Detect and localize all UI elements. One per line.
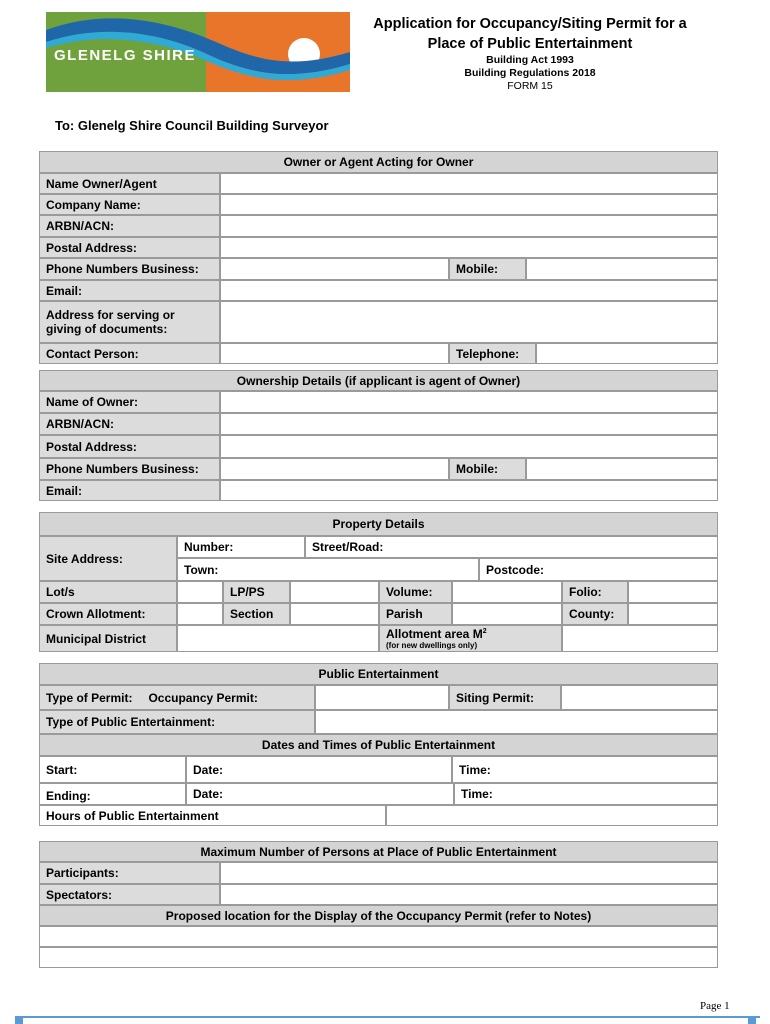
- ending-date-field[interactable]: Date:: [186, 783, 454, 805]
- display-location-field-2[interactable]: [39, 947, 718, 968]
- arbn-acn-label: ARBN/ACN:: [39, 215, 220, 237]
- postcode-field[interactable]: Postcode:: [479, 558, 718, 581]
- postal-address-field[interactable]: [220, 237, 718, 258]
- start-date-field[interactable]: Date:: [186, 756, 452, 783]
- company-name-label: Company Name:: [39, 194, 220, 215]
- allotment-area-label: [379, 625, 562, 652]
- folio-label: Folio:: [562, 581, 628, 603]
- contact-person-label: Contact Person:: [39, 343, 220, 364]
- phone-business-label: Phone Numbers Business:: [39, 258, 220, 280]
- county-label: County:: [562, 603, 628, 625]
- hours-label: Hours of Public Entertainment: [39, 805, 386, 826]
- owner-mobile-field[interactable]: [526, 458, 718, 480]
- display-location-header: Proposed location for the Display of the Occupancy Permit (refer to Notes): [39, 905, 718, 926]
- footer-marker-right: [748, 1017, 756, 1024]
- ending-label: Ending:: [39, 783, 186, 805]
- logo-graphic: [46, 12, 350, 92]
- crown-allotment-label: Crown Allotment:: [39, 603, 177, 625]
- municipal-district-field[interactable]: [177, 625, 379, 652]
- start-time-field[interactable]: Time:: [452, 756, 718, 783]
- owner-postal-label: Postal Address:: [39, 435, 220, 458]
- building-act: Building Act 1993: [486, 54, 574, 66]
- name-of-owner-field[interactable]: [220, 391, 718, 413]
- lpps-field[interactable]: [290, 581, 379, 603]
- owner-phone-field[interactable]: [220, 458, 449, 480]
- to-line: To: Glenelg Shire Council Building Surveyor: [55, 118, 329, 133]
- dates-times-header: Dates and Times of Public Entertainment: [39, 734, 718, 756]
- allotment-area-field[interactable]: [562, 625, 718, 652]
- shire-logo: [46, 12, 350, 92]
- number-field[interactable]: Number:: [177, 536, 305, 558]
- spectators-label: Spectators:: [39, 884, 220, 905]
- owner-phone-label: Phone Numbers Business:: [39, 458, 220, 480]
- occupancy-permit-field[interactable]: [315, 685, 449, 710]
- postal-address-label: Postal Address:: [39, 237, 220, 258]
- siting-permit-field[interactable]: [561, 685, 718, 710]
- footer-marker-left: [15, 1017, 23, 1024]
- type-of-permit-label: [39, 685, 315, 710]
- parish-label: Parish: [379, 603, 452, 625]
- type-public-entertainment-field[interactable]: [315, 710, 718, 734]
- address-serving-line2: giving of documents:: [46, 322, 168, 336]
- parish-field[interactable]: [452, 603, 562, 625]
- form-title-line2: Place of Public Entertainment: [427, 36, 633, 52]
- allotment-area-note: (for new dwellings only): [386, 640, 478, 650]
- participants-label: Participants:: [39, 862, 220, 884]
- address-serving-line1: Address for serving or: [46, 308, 175, 322]
- owner-arbn-field[interactable]: [220, 413, 718, 435]
- max-persons-header: Maximum Number of Persons at Place of Public Entertainment: [39, 841, 718, 862]
- mobile-field[interactable]: [526, 258, 718, 280]
- county-field[interactable]: [628, 603, 718, 625]
- building-regulations: Building Regulations 2018: [464, 67, 596, 79]
- section-label: Section: [223, 603, 290, 625]
- town-field[interactable]: Town:: [177, 558, 479, 581]
- email-field[interactable]: [220, 280, 718, 301]
- crown-allotment-field[interactable]: [177, 603, 223, 625]
- section-field[interactable]: [290, 603, 379, 625]
- phone-business-field[interactable]: [220, 258, 449, 280]
- start-label: Start:: [39, 756, 186, 783]
- owner-mobile-label: Mobile:: [449, 458, 526, 480]
- contact-person-field[interactable]: [220, 343, 449, 364]
- name-of-owner-label: Name of Owner:: [39, 391, 220, 413]
- municipal-district-label: Municipal District: [39, 625, 177, 652]
- spectators-field[interactable]: [220, 884, 718, 905]
- owner-postal-field[interactable]: [220, 435, 718, 458]
- owner-email-label: Email:: [39, 480, 220, 501]
- name-owner-agent-label: Name Owner/Agent: [39, 173, 220, 194]
- arbn-acn-field[interactable]: [220, 215, 718, 237]
- telephone-label: Telephone:: [449, 343, 536, 364]
- logo-text: GLENELG SHIRE: [54, 47, 197, 64]
- lot-field[interactable]: [177, 581, 223, 603]
- folio-field[interactable]: [628, 581, 718, 603]
- owner-arbn-label: ARBN/ACN:: [39, 413, 220, 435]
- siting-permit-label: Siting Permit:: [449, 685, 561, 710]
- mobile-label: Mobile:: [449, 258, 526, 280]
- company-name-field[interactable]: [220, 194, 718, 215]
- lot-label: Lot/s: [39, 581, 177, 603]
- footer-rule: [15, 1016, 760, 1018]
- type-public-entertainment-label: Type of Public Entertainment:: [39, 710, 315, 734]
- telephone-field[interactable]: [536, 343, 718, 364]
- type-of-permit-text: Type of Permit:: [46, 690, 133, 705]
- ending-time-field[interactable]: Time:: [454, 783, 718, 805]
- participants-field[interactable]: [220, 862, 718, 884]
- street-road-field[interactable]: Street/Road:: [305, 536, 718, 558]
- name-owner-agent-field[interactable]: [220, 173, 718, 194]
- allotment-area-text: Allotment area $M^2$: [386, 626, 487, 641]
- ownership-header: Ownership Details (if applicant is agent of Owner): [39, 370, 718, 391]
- lpps-label: LP/PS: [223, 581, 290, 603]
- owner-email-field[interactable]: [220, 480, 718, 501]
- volume-label: Volume:: [379, 581, 452, 603]
- email-label: Email:: [39, 280, 220, 301]
- public-entertainment-header: Public Entertainment: [39, 663, 718, 685]
- form-title-line1: Application for Occupancy/Siting Permit for a: [373, 16, 687, 32]
- address-serving-label: [39, 301, 220, 343]
- form-number: FORM 15: [507, 80, 553, 92]
- address-serving-field[interactable]: [220, 301, 718, 343]
- occupancy-permit-text: Occupancy Permit:: [148, 690, 258, 705]
- property-header: Property Details: [39, 512, 718, 536]
- volume-field[interactable]: [452, 581, 562, 603]
- page-number: Page 1: [700, 1000, 730, 1012]
- hours-field[interactable]: [386, 805, 718, 826]
- display-location-field-1[interactable]: [39, 926, 718, 947]
- site-address-label: Site Address:: [39, 536, 177, 581]
- owner-agent-header: Owner or Agent Acting for Owner: [39, 151, 718, 173]
